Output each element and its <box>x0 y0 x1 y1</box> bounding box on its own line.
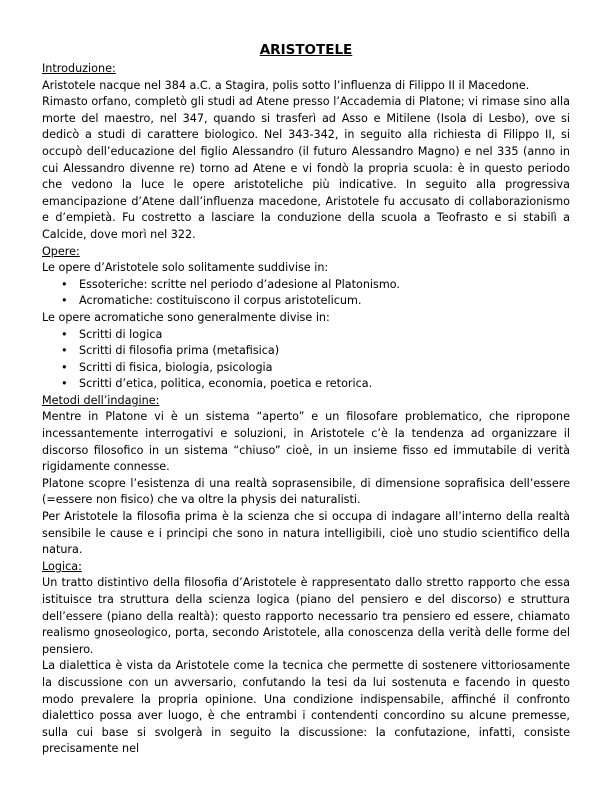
paragraph: Per Aristotele la filosofia prima è la scienza che si occupa di indagare all’interno della realtà sensibile le cause e i principi che sono in natura intelligibili, cioè uno studio scientifico della natura. <box>42 510 570 557</box>
list-item: • Essoteriche: scritte nel periodo d’adesione al Platonismo. <box>79 277 570 294</box>
paragraph: Un tratto distintivo della filosofia d’Aristotele è rappresentato dallo stretto rapporto che essa istituisce tra struttura della scienza logica (piano del pensiero e del discorso) e struttura dell’essere (piano della realtà): questo rapporto necessario tra pensiero ed essere, chiamato realismo gnoseologico, porta, secondo Aristotele, alla conoscenza della verità delle forme del pensiero. <box>42 576 570 656</box>
list-item: • Scritti di filosofia prima (metafisica) <box>79 343 570 360</box>
list-item: • Scritti di logica <box>79 327 570 344</box>
section-heading-logica: Logica: <box>42 559 82 573</box>
section-heading-opere: Opere: <box>42 244 80 258</box>
paragraph: Aristotele nacque nel 384 a.C. a Stagira, polis sotto l’influenza di Filippo II il Macedone. <box>42 78 530 92</box>
paragraph: Platone scopre l’esistenza di una realtà soprasensibile, di dimensione soprafisica dell’essere (=essere non fisico) che va oltre la physis dei naturalisti. <box>42 476 570 507</box>
paragraph: Rimasto orfano, completò gli studi ad Atene presso l’Accademia di Platone; vi rimase sino alla morte del maestro, nel 347, quando si trasferì ad Asso e Mitilene (Isola di Lesbo), ove si dedicò a studi di carattere biologico. Nel 343-342, in seguito alla richiesta di Filippo II, si occupò dell’educazione del figlio Alessandro (il futuro Alessandro Magno) e nel 335 (anno in cui Alessandro divenne re) torno ad Atene e vi fondò la propria scuola: è in questo periodo che vedono la luce le opere aristoteliche più indicative. In seguito alla progressiva emancipazione d’Atene dall’influenza macedone, Aristotele fu accusato di collaborazionismo e d’empietà. Fu costretto a lasciare la conduzione della scuola a Teofrasto e si stabilì a Calcide, dove morì nel 322. <box>42 95 570 241</box>
paragraph: Le opere d’Aristotele solo solitamente suddivise in: <box>42 261 329 275</box>
paragraph: La dialettica è vista da Aristotele come la tecnica che permette di sostenere vittoriosamente la discussione con un avversario, confutando la tesi da lui sostenuta e facendo in questo modo prevalere la propria opinione. Una condizione indispensabile, affinché il confronto dialettico possa aver luogo, è che entrambi i contendenti concordino su alcune premesse, sulla cui base si svolgerà in seguito la discussione: la confutazione, infatti, consiste precisamente nel <box>42 659 570 756</box>
document-page <box>42 42 570 758</box>
bullet-list-opere <box>42 277 570 310</box>
list-item: • Scritti di fisica, biologia, psicologia <box>79 360 570 377</box>
paragraph: Le opere acromatiche sono generalmente divise in: <box>42 310 330 324</box>
paragraph: Mentre in Platone vi è un sistema “aperto” e un filosofare problematico, che ripropone incessantemente interrogativi e soluzioni, in Aristotele c’è la tendenza ad organizzare il discorso filosofico in un sistema “chiuso” cioè, in un insieme fisso ed immutabile di verità rigidamente connesse. <box>42 410 570 474</box>
section-heading-metodi: Metodi dell’indagine: <box>42 393 160 407</box>
document-title: ARISTOTELE <box>259 42 353 58</box>
section-heading-introduzione: Introduzione: <box>42 62 116 75</box>
list-item: • Acromatiche: costituiscono il corpus aristotelicum. <box>79 293 570 310</box>
list-item: • Scritti d’etica, politica, economia, poetica e retorica. <box>79 376 570 393</box>
bullet-list-acromatiche <box>42 327 570 393</box>
